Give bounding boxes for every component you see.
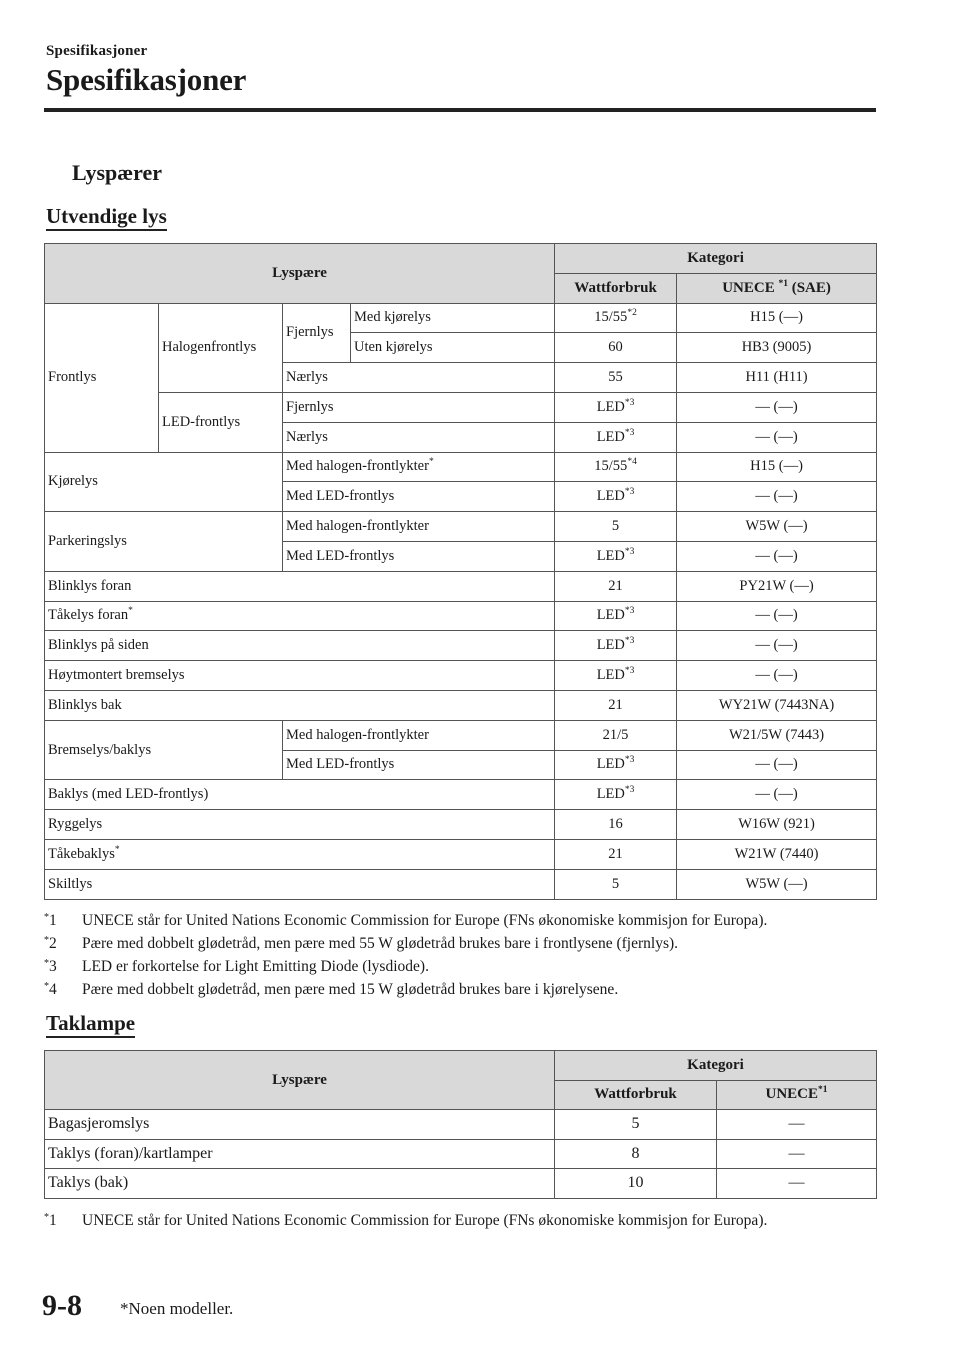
- row-frontlys: Frontlys: [45, 303, 159, 452]
- cell-unece: ― (―): [677, 422, 877, 452]
- cell-naerlys-led: Nærlys: [283, 422, 555, 452]
- row-hoytmontert: Høytmontert bremselys: [45, 661, 555, 691]
- cell-uten-kjorelys: Uten kjørelys: [351, 333, 555, 363]
- cell-unece: ― (―): [677, 392, 877, 422]
- cell-unece: W5W (―): [677, 869, 877, 899]
- cell-watt: 60: [555, 333, 677, 363]
- cell-unece: W21/5W (7443): [677, 720, 877, 750]
- cell-watt: 5: [555, 1110, 717, 1140]
- table-row-name: Bagasjeromslys: [45, 1110, 555, 1140]
- row-takelys-foran: Tåkelys foran*: [45, 601, 555, 631]
- cell-watt: LED$^{*3}$: [555, 631, 677, 661]
- cell-unece: ― (―): [677, 601, 877, 631]
- cell-naerlys: Nærlys: [283, 363, 555, 393]
- cell-unece: ― (―): [677, 750, 877, 780]
- cell-watt: 21: [555, 690, 677, 720]
- row-parkeringslys: Parkeringslys: [45, 512, 283, 572]
- cell-med-halogen: Med halogen-frontlykter: [283, 512, 555, 542]
- cell-watt: 5: [555, 512, 677, 542]
- cell-unece: W16W (921): [677, 810, 877, 840]
- page-title: Spesifikasjoner: [46, 62, 247, 97]
- cell-watt: 15/55$^{*4}$: [555, 452, 677, 482]
- col-bulb-header: Lyspære: [45, 244, 555, 304]
- cell-unece: ― (―): [677, 541, 877, 571]
- footnote-3: *3 LED er forkortelse for Light Emitting Diode (lysdiode).: [44, 958, 429, 975]
- footnote-4: *4 Pære med dobbelt glødetråd, men pære med 15 W glødetråd brukes bare i kjørelysene.: [44, 981, 619, 998]
- footnote-1: *1 UNECE står for United Nations Economic Commission for Europe (FNs økonomiske kommisjon for Europa).: [44, 912, 768, 929]
- cell-fjernlys: Fjernlys: [283, 303, 351, 363]
- col-watt-header: Wattforbruk: [555, 273, 677, 303]
- table-row-name: Taklys (bak): [45, 1169, 555, 1199]
- col-category-header: Kategori: [555, 1051, 877, 1081]
- row-blinklys-foran: Blinklys foran: [45, 571, 555, 601]
- cell-watt: LED$^{*3}$: [555, 750, 677, 780]
- row-kjorelys: Kjørelys: [45, 452, 283, 512]
- cell-unece: WY21W (7443NA): [677, 690, 877, 720]
- col-unece-header: UNECE $^{*1}$ (SAE): [677, 273, 877, 303]
- col-bulb-header: Lyspære: [45, 1051, 555, 1110]
- col-watt-header: Wattforbruk: [555, 1080, 717, 1110]
- exterior-heading: Utvendige lys: [46, 204, 167, 231]
- section-title: Lyspærer: [72, 160, 163, 185]
- cell-watt: LED$^{*3}$: [555, 482, 677, 512]
- cell-unece: H11 (H11): [677, 363, 877, 393]
- cell-watt: LED$^{*3}$: [555, 541, 677, 571]
- cell-unece: PY21W (―): [677, 571, 877, 601]
- row-blinklys-siden: Blinklys på siden: [45, 631, 555, 661]
- cell-med-halogen: Med halogen-frontlykter*: [283, 452, 555, 482]
- cell-watt: 21/5: [555, 720, 677, 750]
- cell-unece: HB3 (9005): [677, 333, 877, 363]
- cell-med-halogen: Med halogen-frontlykter: [283, 720, 555, 750]
- interior-heading: Taklampe: [46, 1011, 135, 1038]
- cell-watt: LED$^{*3}$: [555, 601, 677, 631]
- page-number: 9-8: [42, 1289, 82, 1322]
- cell-watt: 8: [555, 1139, 717, 1169]
- footnote-2: *2 Pære med dobbelt glødetråd, men pære med 55 W glødetråd brukes bare i frontlysene (fjernlys).: [44, 935, 679, 952]
- cell-watt: 16: [555, 810, 677, 840]
- cell-unece: ― (―): [677, 482, 877, 512]
- row-bremselys: Bremselys/baklys: [45, 720, 283, 780]
- cell-watt: LED$^{*3}$: [555, 780, 677, 810]
- row-skiltlys: Skiltlys: [45, 869, 555, 899]
- cell-med-led: Med LED-frontlys: [283, 541, 555, 571]
- cell-led-frontlys: LED-frontlys: [159, 392, 283, 452]
- table-row-name: Taklys (foran)/kartlamper: [45, 1139, 555, 1169]
- col-category-header: Kategori: [555, 244, 877, 274]
- header-divider: [44, 108, 876, 112]
- cell-med-led: Med LED-frontlys: [283, 750, 555, 780]
- cell-watt: LED$^{*3}$: [555, 661, 677, 691]
- cell-med-led: Med LED-frontlys: [283, 482, 555, 512]
- cell-unece: H15 (―): [677, 452, 877, 482]
- cell-halogen: Halogenfrontlys: [159, 303, 283, 392]
- cell-watt: 21: [555, 839, 677, 869]
- col-unece-header: UNECE$^{*1}$: [717, 1080, 877, 1110]
- cell-unece: ― (―): [677, 631, 877, 661]
- header-section-label: Spesifikasjoner: [46, 43, 148, 59]
- cell-watt: 21: [555, 571, 677, 601]
- cell-unece: H15 (―): [677, 303, 877, 333]
- cell-watt: 55: [555, 363, 677, 393]
- footer-note: *Noen modeller.: [120, 1299, 234, 1318]
- cell-watt: 15/55$^{*2}$: [555, 303, 677, 333]
- footnote-taklampe: *1 UNECE står for United Nations Economic Commission for Europe (FNs økonomiske kommisjon for Europa).: [44, 1212, 768, 1229]
- row-blinklys-bak: Blinklys bak: [45, 690, 555, 720]
- cell-watt: 10: [555, 1169, 717, 1199]
- cell-watt: LED$^{*3}$: [555, 422, 677, 452]
- cell-fjernlys-led: Fjernlys: [283, 392, 555, 422]
- row-ryggelys: Ryggelys: [45, 810, 555, 840]
- cell-unece: W5W (―): [677, 512, 877, 542]
- cell-watt: 5: [555, 869, 677, 899]
- cell-watt: LED$^{*3}$: [555, 392, 677, 422]
- cell-unece: ―: [717, 1139, 877, 1169]
- cell-med-kjorelys: Med kjørelys: [351, 303, 555, 333]
- cell-unece: W21W (7440): [677, 839, 877, 869]
- row-baklys-led: Baklys (med LED-frontlys): [45, 780, 555, 810]
- cell-unece: ― (―): [677, 661, 877, 691]
- interior-bulb-table: [44, 1050, 877, 1199]
- cell-unece: ―: [717, 1169, 877, 1199]
- row-takebaklys: Tåkebaklys*: [45, 839, 555, 869]
- cell-unece: ―: [717, 1110, 877, 1140]
- exterior-bulb-table: [44, 243, 877, 900]
- cell-unece: ― (―): [677, 780, 877, 810]
